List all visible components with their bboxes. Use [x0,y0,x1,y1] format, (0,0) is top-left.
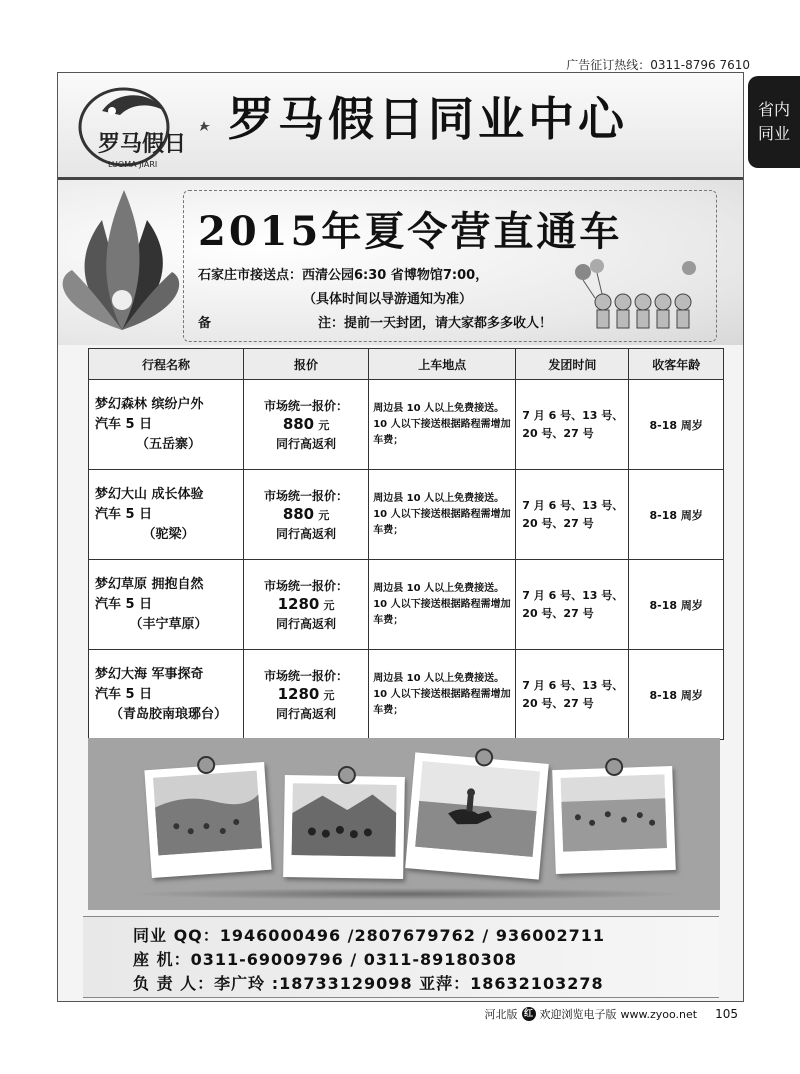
price-unit: 元 [323,688,335,702]
departure-dates-1: 7 月 6 号、13 号、 [522,408,624,422]
route-title: 梦幻森林 缤纷户外 [95,396,204,412]
age-cell: 8-18 周岁 [629,560,724,650]
departure-dates-2: 20 号、27 号 [522,606,594,620]
boarding-cell: 周边县 10 人以上免费接送。10 人以下接送根据路程需增加车费； [369,470,516,560]
price-note: 同行高返利 [276,436,337,451]
col-header-age: 收客年龄 [629,349,724,380]
route-name-cell [89,380,244,470]
table-row [89,650,724,740]
welcome-text: 欢迎浏览电子版 [539,1008,617,1021]
photo-forest [144,762,271,878]
route-destination: （驼梁） [142,526,195,542]
route-destination: （丰宁草原） [129,616,208,632]
route-title: 梦幻草原 拥抱自然 [95,576,204,592]
departure-cell [516,560,629,650]
price-amount: 880 [282,504,315,523]
svg-text:罗马假日: 罗马假日 [98,131,187,157]
price-amount: 880 [282,414,315,433]
route-name-cell [89,470,244,560]
price-label: 市场统一报价： [264,398,349,413]
departure-dates-2: 20 号、27 号 [522,516,594,530]
route-duration: 汽车 5 日 [95,506,153,522]
photo-clip-icon [605,758,624,777]
route-duration: 汽车 5 日 [95,416,153,432]
photo-shadow [128,888,688,900]
section-tab [748,76,800,168]
departure-cell [516,380,629,470]
price-label: 市场统一报价： [264,668,349,683]
price-unit: 元 [323,598,335,612]
age-cell: 8-18 周岁 [629,380,724,470]
price-note: 同行高返利 [276,616,337,631]
photo-mountain-image [292,783,397,857]
age-cell: 8-18 周岁 [629,470,724,560]
route-duration: 汽车 5 日 [95,686,153,702]
price-amount: 1280 [277,594,320,613]
departure-cell [516,650,629,740]
promo-title: 2015年夏令营直通车 [198,208,623,255]
contact-person: 负 责 人：李广玲 :18733129098 亚萍：18632103278 [133,974,604,993]
luoma-logo [72,81,222,173]
kids-illustration [573,258,701,340]
section-tab-line2: 同业 [757,124,790,143]
photo-grassland-image [415,761,540,857]
col-header-departure: 发团时间 [516,349,629,380]
site-link[interactable]: www.zyoo.net [620,1007,698,1021]
contact-qq: 同业 QQ：1946000496 /2807679762 / 936002711 [133,926,606,945]
price-note: 同行高返利 [276,706,337,721]
col-header-route: 行程名称 [89,349,244,380]
price-unit: 元 [318,508,330,522]
route-name-cell [89,560,244,650]
header-banner [58,73,743,180]
pickup-points: 石家庄市接送点：西清公园6:30 省博物馆7:00， [198,268,489,283]
contact-phone: 座 机：0311-69009796 / 0311-89180308 [133,950,518,969]
remark-text: 注：提前一天封团，请大家都多多收人！ [318,316,553,331]
trip-table [88,348,724,740]
svg-text:LUOMA JIARI: LUOMA JIARI [108,160,158,169]
price-note: 同行高返利 [276,526,337,541]
summer-camp-banner [58,180,743,345]
price-cell [243,560,368,650]
photo-strip [88,738,720,910]
table-row [89,380,724,470]
remark-label: 备 [198,316,212,331]
departure-dates-1: 7 月 6 号、13 号、 [522,588,624,602]
remark-line [198,312,552,331]
route-destination: （青岛胶南琅琊台） [109,706,227,722]
route-title: 梦幻大山 成长体验 [95,486,204,502]
photo-clip-icon [197,755,216,774]
boarding-cell: 周边县 10 人以上免费接送。10 人以下接送根据路程需增加车费； [369,560,516,650]
page-number: 105 [715,1007,738,1021]
table-header-row [89,349,724,380]
flower-decoration [62,180,182,350]
route-title: 梦幻大海 军事探奇 [95,666,204,682]
age-cell: 8-18 周岁 [629,650,724,740]
boarding-cell: 周边县 10 人以上免费接送。10 人以下接送根据路程需增加车费； [369,380,516,470]
price-label: 市场统一报价： [264,488,349,503]
route-destination: （五岳寨） [135,436,201,452]
photo-sea-image [560,774,667,852]
photo-grassland [405,752,549,879]
departure-dates-1: 7 月 6 号、13 号、 [522,678,624,692]
section-tab-line1: 省内 [757,100,790,119]
price-cell [243,380,368,470]
col-header-price: 报价 [243,349,368,380]
photo-sea [552,766,676,874]
price-amount: 1280 [277,684,320,703]
departure-dates-2: 20 号、27 号 [522,696,594,710]
photo-clip-icon [474,748,494,768]
route-duration: 汽车 5 日 [95,596,153,612]
table-row [89,560,724,650]
photo-forest-image [153,770,262,855]
contact-block [83,916,719,998]
photo-mountain [283,775,405,879]
advert-frame [57,72,744,1002]
agency-title: 罗马假日同业中心 [228,92,628,146]
photo-clip-icon [338,766,356,784]
ad-hotline: 广告征订热线：0311-8796 7610 [566,58,750,72]
departure-cell [516,470,629,560]
price-label: 市场统一报价： [264,578,349,593]
edition-label: 河北版 [484,1008,518,1021]
pickup-note: （具体时间以导游通知为准） [303,292,473,307]
departure-dates-2: 20 号、27 号 [522,426,594,440]
price-cell [243,650,368,740]
boarding-cell: 周边县 10 人以上免费接送。10 人以下接送根据路程需增加车费； [369,650,516,740]
departure-dates-1: 7 月 6 号、13 号、 [522,498,624,512]
col-header-boarding: 上车地点 [369,349,516,380]
price-cell [243,470,368,560]
page-footer [485,1006,738,1022]
route-name-cell [89,650,244,740]
table-row [89,470,724,560]
price-unit: 元 [318,418,330,432]
red-badge-icon: 红 [522,1007,536,1021]
